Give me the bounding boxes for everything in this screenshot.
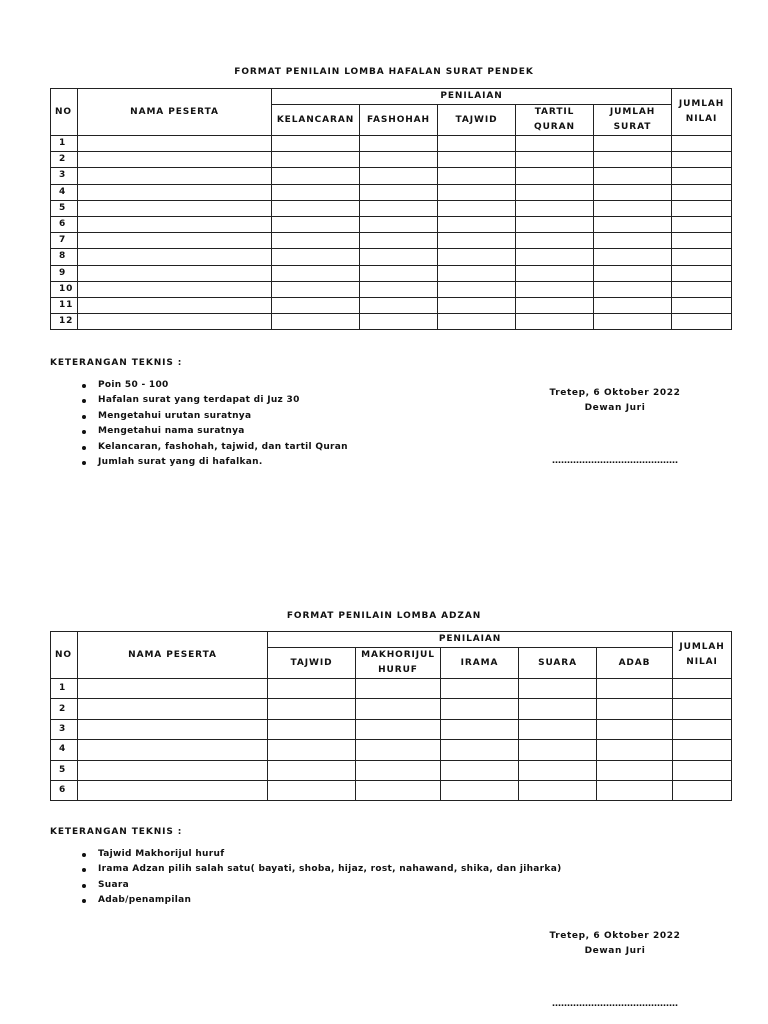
list-item: Kelancaran, fashohah, tajwid, dan tartil Quran <box>82 440 348 455</box>
form2-header-criterion: ADAB <box>597 648 673 679</box>
score-cell[interactable] <box>516 216 594 232</box>
score-cell[interactable] <box>438 265 516 281</box>
score-cell[interactable] <box>272 136 360 152</box>
score-cell[interactable] <box>360 281 438 297</box>
score-cell[interactable] <box>516 233 594 249</box>
score-cell[interactable] <box>516 297 594 313</box>
total-score-cell[interactable] <box>673 679 732 699</box>
total-score-cell[interactable] <box>672 314 732 330</box>
table-row <box>51 740 732 760</box>
list-item: Tajwid Makhorijul huruf <box>82 847 562 862</box>
participant-name-cell[interactable] <box>78 168 272 184</box>
score-cell[interactable] <box>356 719 441 739</box>
score-cell[interactable] <box>268 719 356 739</box>
score-cell[interactable] <box>597 780 673 800</box>
row-number: 2 <box>51 699 78 719</box>
score-cell[interactable] <box>594 184 672 200</box>
score-cell[interactable] <box>356 760 441 780</box>
score-cell[interactable] <box>272 233 360 249</box>
form1-header-criterion: FASHOHAH <box>360 105 438 136</box>
list-item: Adab/penampilan <box>82 893 562 908</box>
row-number: 11 <box>51 297 78 313</box>
total-score-cell[interactable] <box>673 760 732 780</box>
score-cell[interactable] <box>441 740 519 760</box>
form1-signature-line: …………………………………… <box>552 456 678 466</box>
form1-score-table <box>50 88 732 330</box>
row-number: 3 <box>51 168 78 184</box>
participant-name-cell[interactable] <box>78 136 272 152</box>
row-number: 4 <box>51 184 78 200</box>
table-row <box>51 152 732 168</box>
list-item: Irama Adzan pilih salah satu( bayati, shoba, hijaz, rost, nahawand, shika, dan jiharka) <box>82 862 562 877</box>
score-cell[interactable] <box>268 780 356 800</box>
score-cell[interactable] <box>360 314 438 330</box>
score-cell[interactable] <box>360 184 438 200</box>
score-cell[interactable] <box>272 216 360 232</box>
form2-signature-line: …………………………………… <box>552 999 678 1009</box>
participant-name-cell[interactable] <box>78 233 272 249</box>
score-cell[interactable] <box>519 760 597 780</box>
form1-header-total: JUMLAH NILAI <box>672 89 732 136</box>
score-cell[interactable] <box>597 740 673 760</box>
row-number: 1 <box>51 136 78 152</box>
form2-header-penilaian: PENILAIAN <box>268 632 673 648</box>
form2-header-criterion: IRAMA <box>441 648 519 679</box>
table-row <box>51 719 732 739</box>
participant-name-cell[interactable] <box>78 719 268 739</box>
row-number: 3 <box>51 719 78 739</box>
table-row <box>51 297 732 313</box>
total-score-cell[interactable] <box>673 780 732 800</box>
score-cell[interactable] <box>438 233 516 249</box>
form2-signature <box>535 929 695 1012</box>
score-cell[interactable] <box>356 699 441 719</box>
score-cell[interactable] <box>438 281 516 297</box>
table-row <box>51 699 732 719</box>
table-row <box>51 168 732 184</box>
total-score-cell[interactable] <box>672 297 732 313</box>
score-cell[interactable] <box>268 699 356 719</box>
score-cell[interactable] <box>597 760 673 780</box>
row-number: 1 <box>51 679 78 699</box>
total-score-cell[interactable] <box>672 168 732 184</box>
row-number: 7 <box>51 233 78 249</box>
score-cell[interactable] <box>516 152 594 168</box>
participant-name-cell[interactable] <box>78 216 272 232</box>
score-cell[interactable] <box>594 168 672 184</box>
score-cell[interactable] <box>594 265 672 281</box>
score-cell[interactable] <box>268 740 356 760</box>
score-cell[interactable] <box>360 249 438 265</box>
form2-notes-title: KETERANGAN TEKNIS : <box>50 827 183 837</box>
total-score-cell[interactable] <box>672 216 732 232</box>
form1-header-criterion: KELANCARAN <box>272 105 360 136</box>
row-number: 6 <box>51 780 78 800</box>
score-cell[interactable] <box>441 679 519 699</box>
score-cell[interactable] <box>272 265 360 281</box>
score-cell[interactable] <box>272 152 360 168</box>
table-row <box>51 314 732 330</box>
total-score-cell[interactable] <box>672 265 732 281</box>
score-cell[interactable] <box>438 314 516 330</box>
table-row <box>51 265 732 281</box>
score-cell[interactable] <box>438 184 516 200</box>
form2-notes-list <box>82 847 562 909</box>
form2-header-name: NAMA PESERTA <box>78 632 268 679</box>
row-number: 5 <box>51 200 78 216</box>
table-row <box>51 679 732 699</box>
score-cell[interactable] <box>272 184 360 200</box>
total-score-cell[interactable] <box>672 200 732 216</box>
table-row <box>51 233 732 249</box>
total-score-cell[interactable] <box>672 184 732 200</box>
score-cell[interactable] <box>438 136 516 152</box>
form1-notes-list <box>82 378 348 470</box>
score-cell[interactable] <box>594 233 672 249</box>
table-row <box>51 136 732 152</box>
table-row <box>51 760 732 780</box>
row-number: 2 <box>51 152 78 168</box>
total-score-cell[interactable] <box>673 699 732 719</box>
score-cell[interactable] <box>594 314 672 330</box>
list-item: Mengetahui urutan suratnya <box>82 409 348 424</box>
score-cell[interactable] <box>594 200 672 216</box>
table-row <box>51 200 732 216</box>
score-cell[interactable] <box>360 136 438 152</box>
score-cell[interactable] <box>360 233 438 249</box>
participant-name-cell[interactable] <box>78 314 272 330</box>
participant-name-cell[interactable] <box>78 740 268 760</box>
score-cell[interactable] <box>272 249 360 265</box>
participant-name-cell[interactable] <box>78 200 272 216</box>
row-number: 10 <box>51 281 78 297</box>
participant-name-cell[interactable] <box>78 297 272 313</box>
score-cell[interactable] <box>268 679 356 699</box>
form1-header-name: NAMA PESERTA <box>78 89 272 136</box>
score-cell[interactable] <box>516 265 594 281</box>
score-cell[interactable] <box>272 297 360 313</box>
score-cell[interactable] <box>360 297 438 313</box>
score-cell[interactable] <box>356 679 441 699</box>
form1-header-criterion: TAJWID <box>438 105 516 136</box>
score-cell[interactable] <box>438 216 516 232</box>
score-cell[interactable] <box>441 760 519 780</box>
score-cell[interactable] <box>594 216 672 232</box>
score-cell[interactable] <box>519 699 597 719</box>
form2-header-total: JUMLAH NILAI <box>673 632 732 679</box>
table-row <box>51 184 732 200</box>
form1-header-no: NO <box>51 89 78 136</box>
participant-name-cell[interactable] <box>78 699 268 719</box>
total-score-cell[interactable] <box>672 281 732 297</box>
score-cell[interactable] <box>360 200 438 216</box>
form1-title: FORMAT PENILAIN LOMBA HAFALAN SURAT PENDEK <box>234 67 534 77</box>
score-cell[interactable] <box>594 249 672 265</box>
score-cell[interactable] <box>516 168 594 184</box>
score-cell[interactable] <box>360 152 438 168</box>
score-cell[interactable] <box>516 184 594 200</box>
score-cell[interactable] <box>597 679 673 699</box>
total-score-cell[interactable] <box>672 152 732 168</box>
form1-notes-title: KETERANGAN TEKNIS : <box>50 358 183 368</box>
score-cell[interactable] <box>360 265 438 281</box>
form1-header-criterion: TARTIL QURAN <box>516 105 594 136</box>
form1-signature-place-date: Tretep, 6 Oktober 2022 <box>549 388 681 398</box>
total-score-cell[interactable] <box>673 740 732 760</box>
score-cell[interactable] <box>268 760 356 780</box>
score-cell[interactable] <box>438 297 516 313</box>
score-cell[interactable] <box>519 719 597 739</box>
table-row <box>51 216 732 232</box>
score-cell[interactable] <box>356 740 441 760</box>
score-cell[interactable] <box>594 297 672 313</box>
participant-name-cell[interactable] <box>78 152 272 168</box>
form1-header-penilaian: PENILAIAN <box>272 89 672 105</box>
list-item: Mengetahui nama suratnya <box>82 424 348 439</box>
form2-header-criterion: SUARA <box>519 648 597 679</box>
score-cell[interactable] <box>516 249 594 265</box>
score-cell[interactable] <box>594 152 672 168</box>
row-number: 6 <box>51 216 78 232</box>
score-cell[interactable] <box>441 780 519 800</box>
row-number: 5 <box>51 760 78 780</box>
score-cell[interactable] <box>516 281 594 297</box>
score-cell[interactable] <box>441 699 519 719</box>
score-cell[interactable] <box>597 719 673 739</box>
score-cell[interactable] <box>272 168 360 184</box>
total-score-cell[interactable] <box>672 136 732 152</box>
score-cell[interactable] <box>519 740 597 760</box>
total-score-cell[interactable] <box>673 719 732 739</box>
form2-score-table <box>50 631 732 801</box>
participant-name-cell[interactable] <box>78 184 272 200</box>
form1-signature <box>535 386 695 469</box>
participant-name-cell[interactable] <box>78 780 268 800</box>
score-cell[interactable] <box>356 780 441 800</box>
score-cell[interactable] <box>597 699 673 719</box>
row-number: 4 <box>51 740 78 760</box>
score-cell[interactable] <box>441 719 519 739</box>
score-cell[interactable] <box>438 152 516 168</box>
table-row <box>51 249 732 265</box>
list-item: Suara <box>82 878 562 893</box>
score-cell[interactable] <box>360 216 438 232</box>
form2-signature-role: Dewan Juri <box>584 946 646 956</box>
participant-name-cell[interactable] <box>78 281 272 297</box>
score-cell[interactable] <box>516 136 594 152</box>
form2-header-criterion: TAJWID <box>268 648 356 679</box>
total-score-cell[interactable] <box>672 233 732 249</box>
table-row <box>51 281 732 297</box>
score-cell[interactable] <box>272 200 360 216</box>
participant-name-cell[interactable] <box>78 265 272 281</box>
score-cell[interactable] <box>272 314 360 330</box>
score-cell[interactable] <box>516 200 594 216</box>
score-cell[interactable] <box>438 168 516 184</box>
score-cell[interactable] <box>594 136 672 152</box>
row-number: 8 <box>51 249 78 265</box>
form2-title: FORMAT PENILAIN LOMBA ADZAN <box>286 611 482 621</box>
score-cell[interactable] <box>272 281 360 297</box>
score-cell[interactable] <box>516 314 594 330</box>
table-row <box>51 780 732 800</box>
form2-signature-place-date: Tretep, 6 Oktober 2022 <box>549 931 681 941</box>
score-cell[interactable] <box>519 679 597 699</box>
score-cell[interactable] <box>594 281 672 297</box>
form2-header-no: NO <box>51 632 78 679</box>
score-cell[interactable] <box>438 249 516 265</box>
participant-name-cell[interactable] <box>78 679 268 699</box>
list-item: Jumlah surat yang di hafalkan. <box>82 455 348 470</box>
score-cell[interactable] <box>519 780 597 800</box>
score-cell[interactable] <box>438 200 516 216</box>
row-number: 9 <box>51 265 78 281</box>
form2-header-criterion: MAKHORIJUL HURUF <box>356 648 441 679</box>
form1-signature-role: Dewan Juri <box>584 403 646 413</box>
row-number: 12 <box>51 314 78 330</box>
participant-name-cell[interactable] <box>78 760 268 780</box>
participant-name-cell[interactable] <box>78 249 272 265</box>
form1-header-criterion: JUMLAH SURAT <box>594 105 672 136</box>
list-item: Poin 50 - 100 <box>82 378 348 393</box>
total-score-cell[interactable] <box>672 249 732 265</box>
list-item: Hafalan surat yang terdapat di Juz 30 <box>82 393 348 408</box>
score-cell[interactable] <box>360 168 438 184</box>
